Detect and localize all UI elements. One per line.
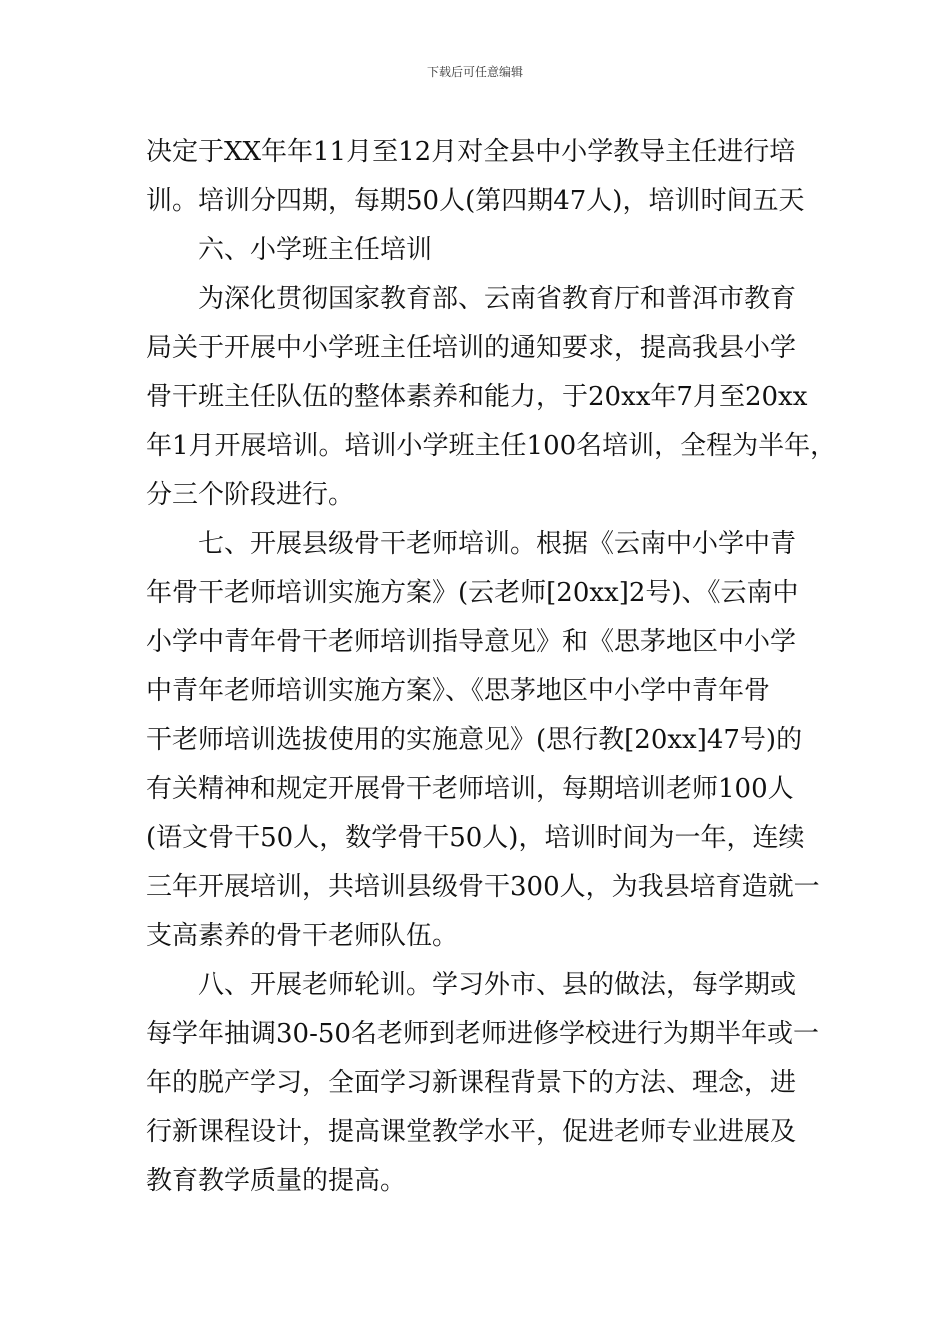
text-line: 年1月开展培训。培训小学班主任100名培训，全程为半年， [146, 431, 837, 461]
text-line: 分三个阶段进行。 [146, 480, 355, 510]
text-line: 每学年抽调30-50名老师到老师进修学校进行为期半年或一 [146, 1019, 819, 1049]
text-line: 行新课程设计，提高课堂教学水平，促进老师专业进展及 [146, 1117, 797, 1147]
text-line: 年的脱产学习，全面学习新课程背景下的方法、理念，进 [146, 1068, 797, 1098]
text-line: 为深化贯彻国家教育部、云南省教育厅和普洱市教育 [198, 284, 797, 314]
text-line: 教育教学质量的提高。 [146, 1166, 407, 1196]
text-line: 骨干班主任队伍的整体素养和能力，于20xx年7月至20xx [146, 382, 808, 412]
text-line: 有关精神和规定开展骨干老师培训，每期培训老师100人 [146, 774, 794, 804]
document-body [146, 128, 836, 1206]
text-line: 七、开展县级骨干老师培训。根据《云南中小学中青 [198, 529, 797, 559]
text-line: 小学中青年骨干老师培训指导意见》和《思茅地区中小学 [146, 627, 797, 657]
text-line: 八、开展老师轮训。学习外市、县的做法，每学期或 [198, 970, 797, 1000]
text-line: (语文骨干50人，数学骨干50人)，培训时间为一年，连续 [146, 823, 805, 853]
text-line: 三年开展培训，共培训县级骨干300人，为我县培育造就一 [146, 872, 820, 902]
text-line: 局关于开展中小学班主任培训的通知要求，提高我县小学 [146, 333, 797, 363]
section-heading: 六、小学班主任培训 [198, 235, 433, 265]
text-line: 决定于XX年年11月至12月对全县中小学教导主任进行培 [146, 137, 796, 167]
text-line: 干老师培训选拔使用的实施意见》(思行教[20xx]47号)的 [146, 725, 803, 755]
text-line: 支高素养的骨干老师队伍。 [146, 921, 459, 951]
text-line: 训。培训分四期，每期50人(第四期47人)，培训时间五天 [146, 186, 805, 216]
text-line: 年骨干老师培训实施方案》(云老师[20xx]2号)、《云南中 [146, 578, 799, 608]
page-header: 下载后可任意编辑 [426, 65, 523, 79]
text-line: 中青年老师培训实施方案》、《思茅地区中小学中青年骨 [146, 676, 771, 706]
